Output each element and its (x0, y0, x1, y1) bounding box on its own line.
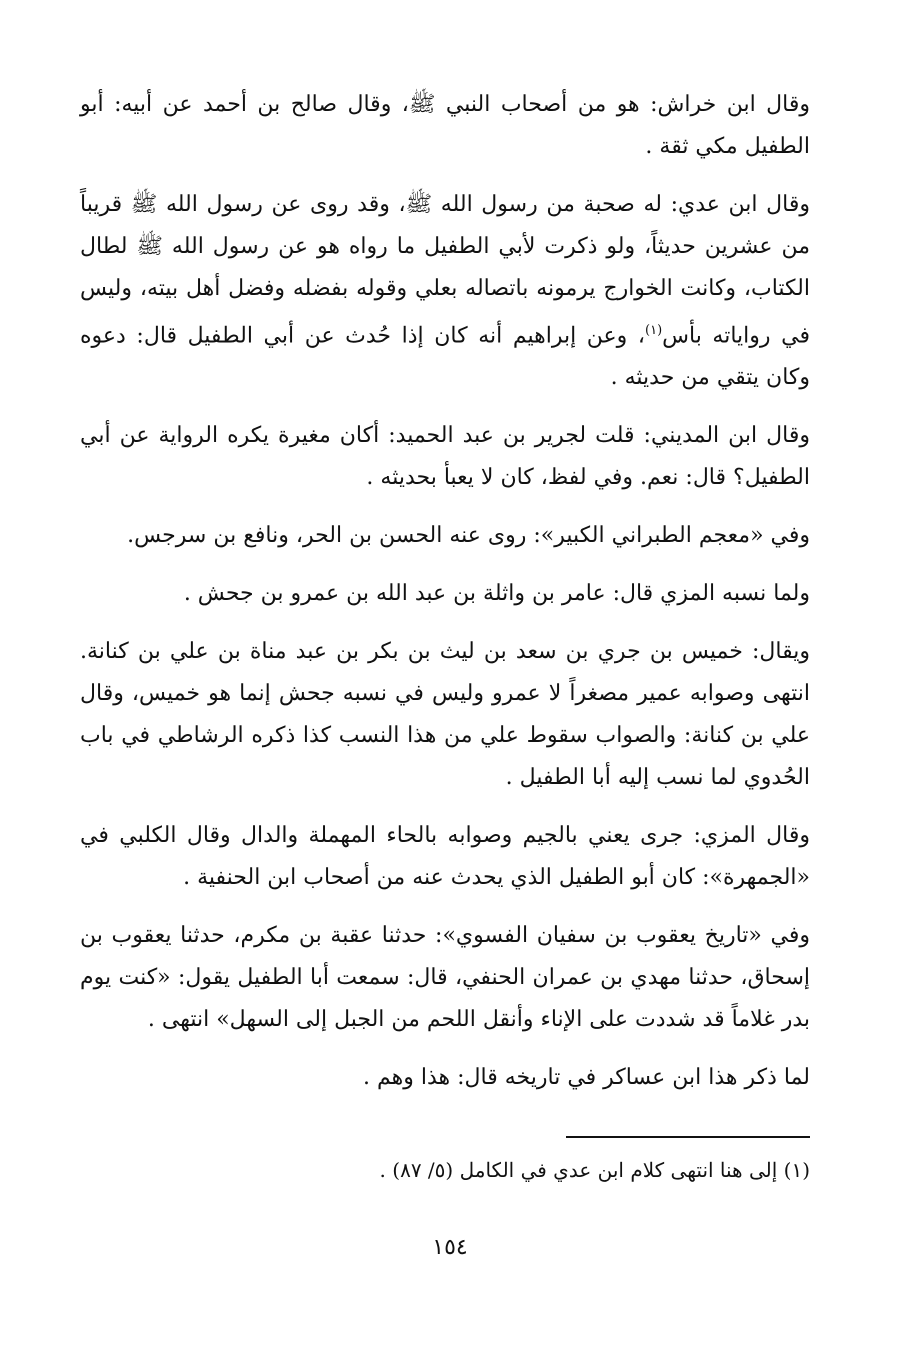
paragraph-fasawi: وفي «تاريخ يعقوب بن سفيان الفسوي»: حدثنا عقبة بن مكرم، حدثنا يعقوب بن إسحاق، حدثنا مهدي بن عمران الحنفي، قال: سمعت أبا الطفيل يقول: «كنت يوم بدر غلاماً قد شددت على الإناء وأنقل اللحم من الجبل إلى السهل» انتهى . (80, 923, 810, 1033)
paragraph-ibn-asakir: لما ذكر هذا ابن عساكر في تاريخه قال: هذا وهم . (363, 1065, 810, 1091)
paragraph-ibn-khirash: وقال ابن خراش: هو من أصحاب النبي ﷺ، وقال صالح بن أحمد عن أبيه: أبو الطفيل مكي ثقة . (80, 92, 810, 159)
main-text (80, 84, 810, 1115)
paragraph-ibn-adi (80, 184, 810, 399)
paragraph-ibn-madini: وقال ابن المديني: قلت لجرير بن عبد الحميد: أكان مغيرة يكره الرواية عن أبي الطفيل؟ قال: نعم. وفي لفظ، كان لا يعبأ بحديثه . (80, 423, 810, 491)
footnote: (١) إلى هنا انتهى كلام ابن عدي في الكامل (٥/ ٨٧) . (379, 1158, 810, 1182)
page-number: ١٥٤ (432, 1235, 468, 1260)
footnote-marker[interactable]: (١) (645, 323, 663, 338)
paragraph-ibn-adi-text: وقال ابن عدي: له صحبة من رسول الله ﷺ، وقد روى عن رسول الله ﷺ قريباً من عشرين حديثاً، ولو ذكرت لأبي الطفيل ما رواه هو عن رسول الله ﷺ لطال الكتاب، وكانت الخوارج يرمونه باتصاله بعلي وقوله بفضله وفضل أهل بيته، وليس في رواياته بأس (80, 192, 810, 349)
footnote-divider (566, 1136, 810, 1138)
paragraph-mizzi-lineage: ولما نسبه المزي قال: عامر بن واثلة بن عبد الله بن عمرو بن جحش . (183, 581, 810, 607)
paragraph-mizzi-jara: وقال المزي: جرى يعني بالجيم وصوابه بالحاء المهملة والدال وقال الكلبي في «الجمهرة»: كان أبو الطفيل الذي يحدث عنه من أصحاب ابن الحنفية . (80, 823, 810, 891)
paragraph-ibn-adi-tail: ، وعن إبراهيم أنه كان إذا حُدث عن أبي الطفيل قال: دعوه وكان يتقي من حديثه . (80, 323, 810, 391)
paragraph-yuqal: ويقال: خميس بن جري بن سعد بن ليث بن بكر بن عبد مناة بن علي بن كنانة. انتهى وصوابه عمير مصغراً لا عمرو وليس في نسبه جحش إنما هو خميس، وقال علي بن كنانة: والصواب سقوط علي من هذا النسب كذا ذكره الرشاطي في باب الحُدوي لما نسب إليه أبا الطفيل . (80, 639, 810, 791)
paragraph-tabarani: وفي «معجم الطبراني الكبير»: روى عنه الحسن بن الحر، ونافع بن سرجس. (127, 523, 810, 549)
